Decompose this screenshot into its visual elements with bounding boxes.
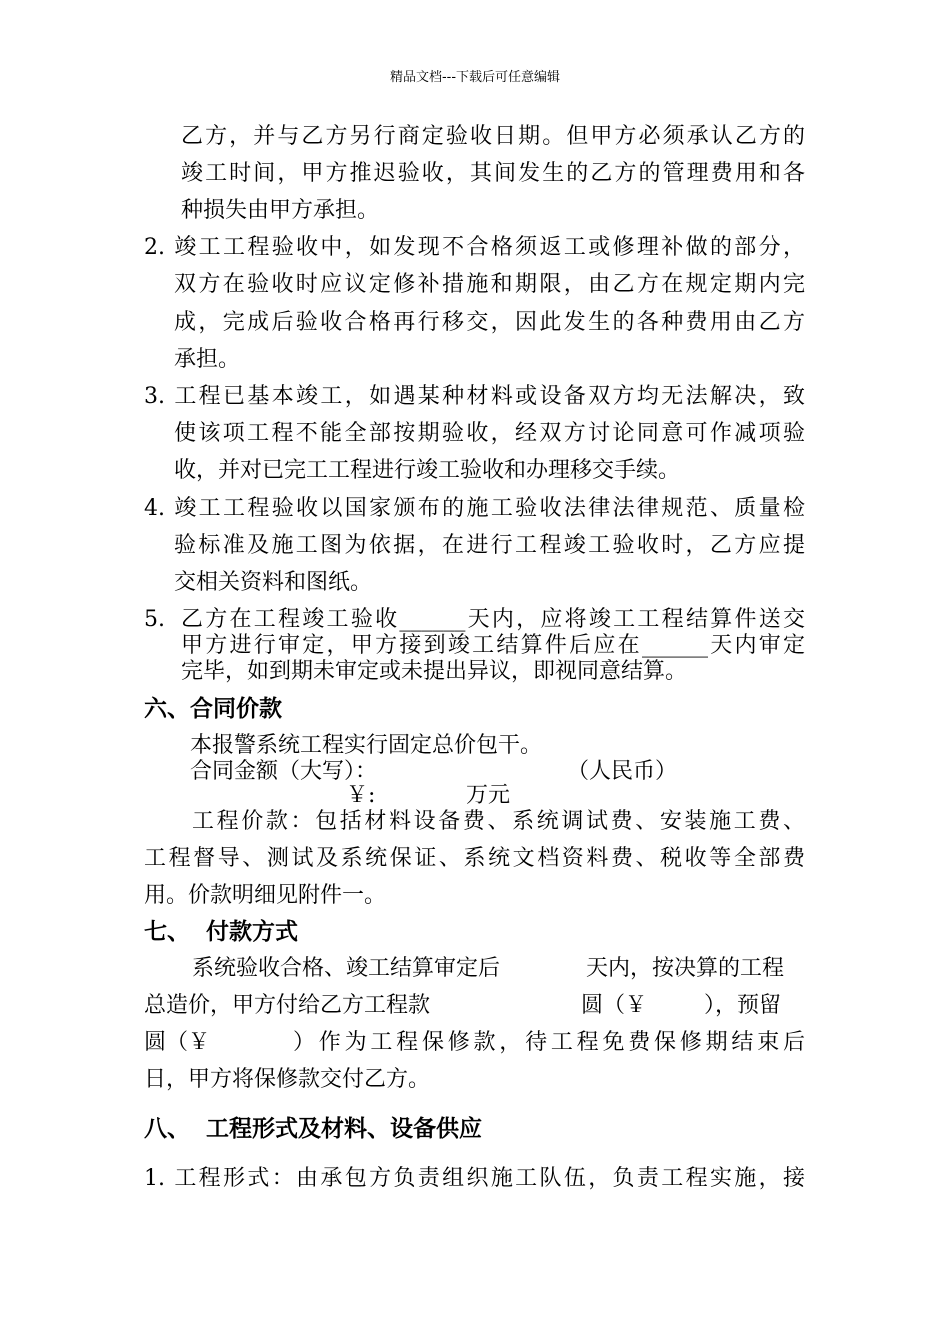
text-line: 系统验收合格、竣工结算审定后: [192, 956, 501, 981]
list-item-5-number: 5.: [144, 607, 165, 632]
text-line: 天内，按决算的工程: [586, 956, 785, 981]
text-line: 使该项工程不能全部按期验收，经双方讨论同意可作减项验: [174, 421, 805, 446]
list-item-1: 1. 工程形式：由承包方负责组织施工队伍，负责工程实施，接: [144, 1166, 805, 1191]
section-heading-6: 六、合同价款: [144, 696, 282, 722]
text-line: 工程价款：包括材料设备费、系统调试费、安装施工费、: [192, 809, 805, 834]
section-heading-7: 七、 付款方式: [144, 919, 299, 945]
text-line: 本报警系统工程实行固定总价包干。: [190, 733, 543, 758]
text-line: 甲方进行审定，甲方接到竣工结算件后应在______天内审定: [181, 633, 805, 658]
page-header: 精品文档---下载后可任意编辑: [389, 70, 561, 85]
text-line: 交相关资料和图纸。: [174, 570, 373, 595]
text-line: 用。价款明细见附件一。: [144, 883, 387, 908]
amount-unit: 万元: [466, 783, 511, 808]
text-line: 种损失由甲方承担。: [181, 198, 380, 223]
text-line: 总造价，甲方付给乙方工程款: [144, 993, 431, 1018]
text-line: 竣工时间，甲方推迟验收，其间发生的乙方的管理费用和各: [181, 161, 805, 186]
list-item-5: 乙方在工程竣工验收______天内，应将竣工工程结算件送交: [181, 607, 805, 632]
text-line: 验标准及施工图为依据，在进行工程竣工验收时，乙方应提: [174, 533, 805, 558]
text-line: 工程督导、测试及系统保证、系统文档资料费、税收等全部费: [144, 846, 805, 871]
text-line: 成，完成后验收合格再行移交，因此发生的各种费用由乙方: [174, 310, 805, 335]
text-line: 乙方，并与乙方另行商定验收日期。但甲方必须承认乙方的: [181, 124, 805, 149]
list-item-2: 2. 竣工工程验收中，如发现不合格须返工或修理补做的部分，: [144, 235, 805, 260]
text-line: 圆（￥: [144, 1030, 211, 1055]
currency-label: （人民币）: [567, 759, 678, 784]
list-item-4: 4. 竣工工程验收以国家颁布的施工验收法律法律规范、质量检: [144, 496, 805, 521]
text-line: ），预留: [704, 993, 782, 1018]
list-item-3: 3. 工程已基本竣工，如遇某种材料或设备双方均无法解决，致: [144, 384, 805, 409]
text-line: 日，甲方将保修款交付乙方。: [144, 1067, 431, 1092]
contract-amount-label: 合同金额（大写）：: [190, 759, 378, 784]
text-line: 圆（￥: [581, 993, 648, 1018]
text-line: 双方在验收时应议定修补措施和期限，由乙方在规定期内完: [174, 272, 805, 297]
text-line: ）作为工程保修款，待工程免费保修期结束后: [293, 1030, 805, 1055]
text-line: 承担。: [174, 347, 241, 372]
text-line: 收，并对已完工工程进行竣工验收和办理移交手续。: [174, 458, 681, 483]
text-line: 完毕，如到期未审定或未提出异议，即视同意结算。: [181, 659, 688, 684]
amount-symbol: ￥:: [346, 783, 376, 808]
section-heading-8: 八、 工程形式及材料、设备供应: [144, 1116, 483, 1142]
